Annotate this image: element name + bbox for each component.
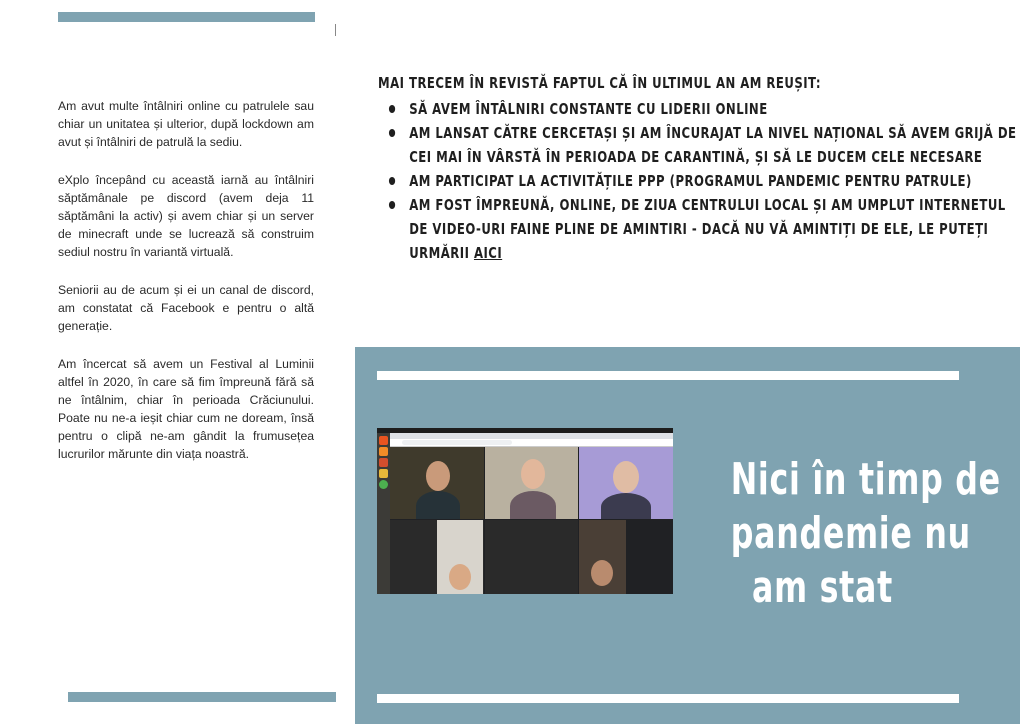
paragraph-seniors-discord: Seniorii au de acum și ei un canal de discord, am constatat că Facebook e pentru o altă generație. [58, 283, 314, 333]
left-column [58, 97, 314, 483]
videos-link[interactable]: AICI [473, 244, 503, 262]
paragraph-online-meetings: Am avut multe întâlniri online cu patrulele sau chiar un unitatea și ulterior, după lockdown am avut și întâlniri de patrulă la sediu. [58, 99, 314, 149]
paragraph-festival-lumini: Am încercat să avem un Festival al Luminii altfel în 2020, în care să fim împreună fără să ne întâlnim, chiar în perioada Crăciunului. Poate nu ne-a ieșit chiar cum ne doream, însă pentru o clipă ne-am gândit la frumusețea lucrurilor mărunte din viața noastră. [58, 357, 314, 461]
top-decorative-bar [58, 12, 315, 22]
achievements-intro: MAI TRECEM ÎN REVISTĂ FAPTUL CĂ ÎN ULTIMUL AN AM REUȘIT: [378, 74, 822, 92]
video-call-screenshot [377, 428, 673, 594]
feature-panel [355, 347, 1020, 724]
list-item [409, 193, 1020, 265]
participant-tile [579, 447, 673, 519]
participant-tile [485, 520, 578, 594]
browser-address-bar [390, 439, 673, 447]
participant-face [521, 459, 545, 489]
participant-figure [416, 491, 460, 519]
launcher-app-icon [379, 480, 388, 489]
launcher-app-icon [379, 458, 388, 467]
achievements-section [378, 72, 1017, 265]
headline-line: pandemie nu [730, 508, 971, 559]
os-launcher [377, 433, 390, 594]
bottom-decorative-bar [68, 692, 336, 702]
list-item: SĂ AVEM ÎNTÂLNIRI CONSTANTE CU LIDERII ONLINE [409, 97, 1020, 121]
launcher-app-icon [379, 469, 388, 478]
participant-face [449, 564, 471, 590]
participant-figure [601, 493, 651, 519]
participant-face [426, 461, 450, 491]
achievements-list [378, 97, 1020, 265]
list-item: AM LANSAT CĂTRE CERCETAȘI ȘI AM ÎNCURAJAT LA NIVEL NAȚIONAL SĂ AVEM GRIJĂ DE CEI MAI ÎN VÂRSTĂ ÎN PERIOADA DE CARANTINĂ, ȘI SĂ LE DUCEM CELE NECESARE [409, 121, 1020, 169]
launcher-app-icon [379, 436, 388, 445]
participant-tile [437, 520, 483, 594]
headline-line: Nici în timp de [730, 454, 1001, 505]
participant-tile [579, 520, 626, 594]
participant-face [613, 461, 639, 493]
list-item-text: AM FOST ÎMPREUNĂ, ONLINE, DE ZIUA CENTRULUI LOCAL ȘI AM UMPLUT INTERNETUL DE VIDEO-URI FAINE PLINE DE AMINTIRI - DACĂ NU VĂ AMINTIȚI DE ELE, LE PUTEȚI URMĂRII [409, 196, 1006, 262]
meeting-grid [390, 447, 673, 594]
panel-headline [730, 453, 1001, 615]
participant-tile [390, 447, 484, 519]
headline-line: am stat [752, 562, 893, 613]
paragraph-explo-discord: eXplo începând cu această iarnă au întâlniri săptămânale pe discord (avem deja 11 săptămâni la activ) și avem chiar și un server de minecraft unde se lucrează să construim sediul nostru în variantă virtuală. [58, 173, 314, 259]
panel-bottom-line [377, 694, 959, 703]
participant-figure [510, 491, 556, 519]
participant-face [591, 560, 613, 586]
address-field [402, 440, 512, 445]
list-item: AM PARTICIPAT LA ACTIVITĂȚILE PPP (PROGRAMUL PANDEMIC PENTRU PATRULE) [409, 169, 1020, 193]
panel-top-line [377, 371, 959, 380]
divider-tick [335, 24, 336, 36]
participant-tile [485, 447, 578, 519]
launcher-app-icon [379, 447, 388, 456]
